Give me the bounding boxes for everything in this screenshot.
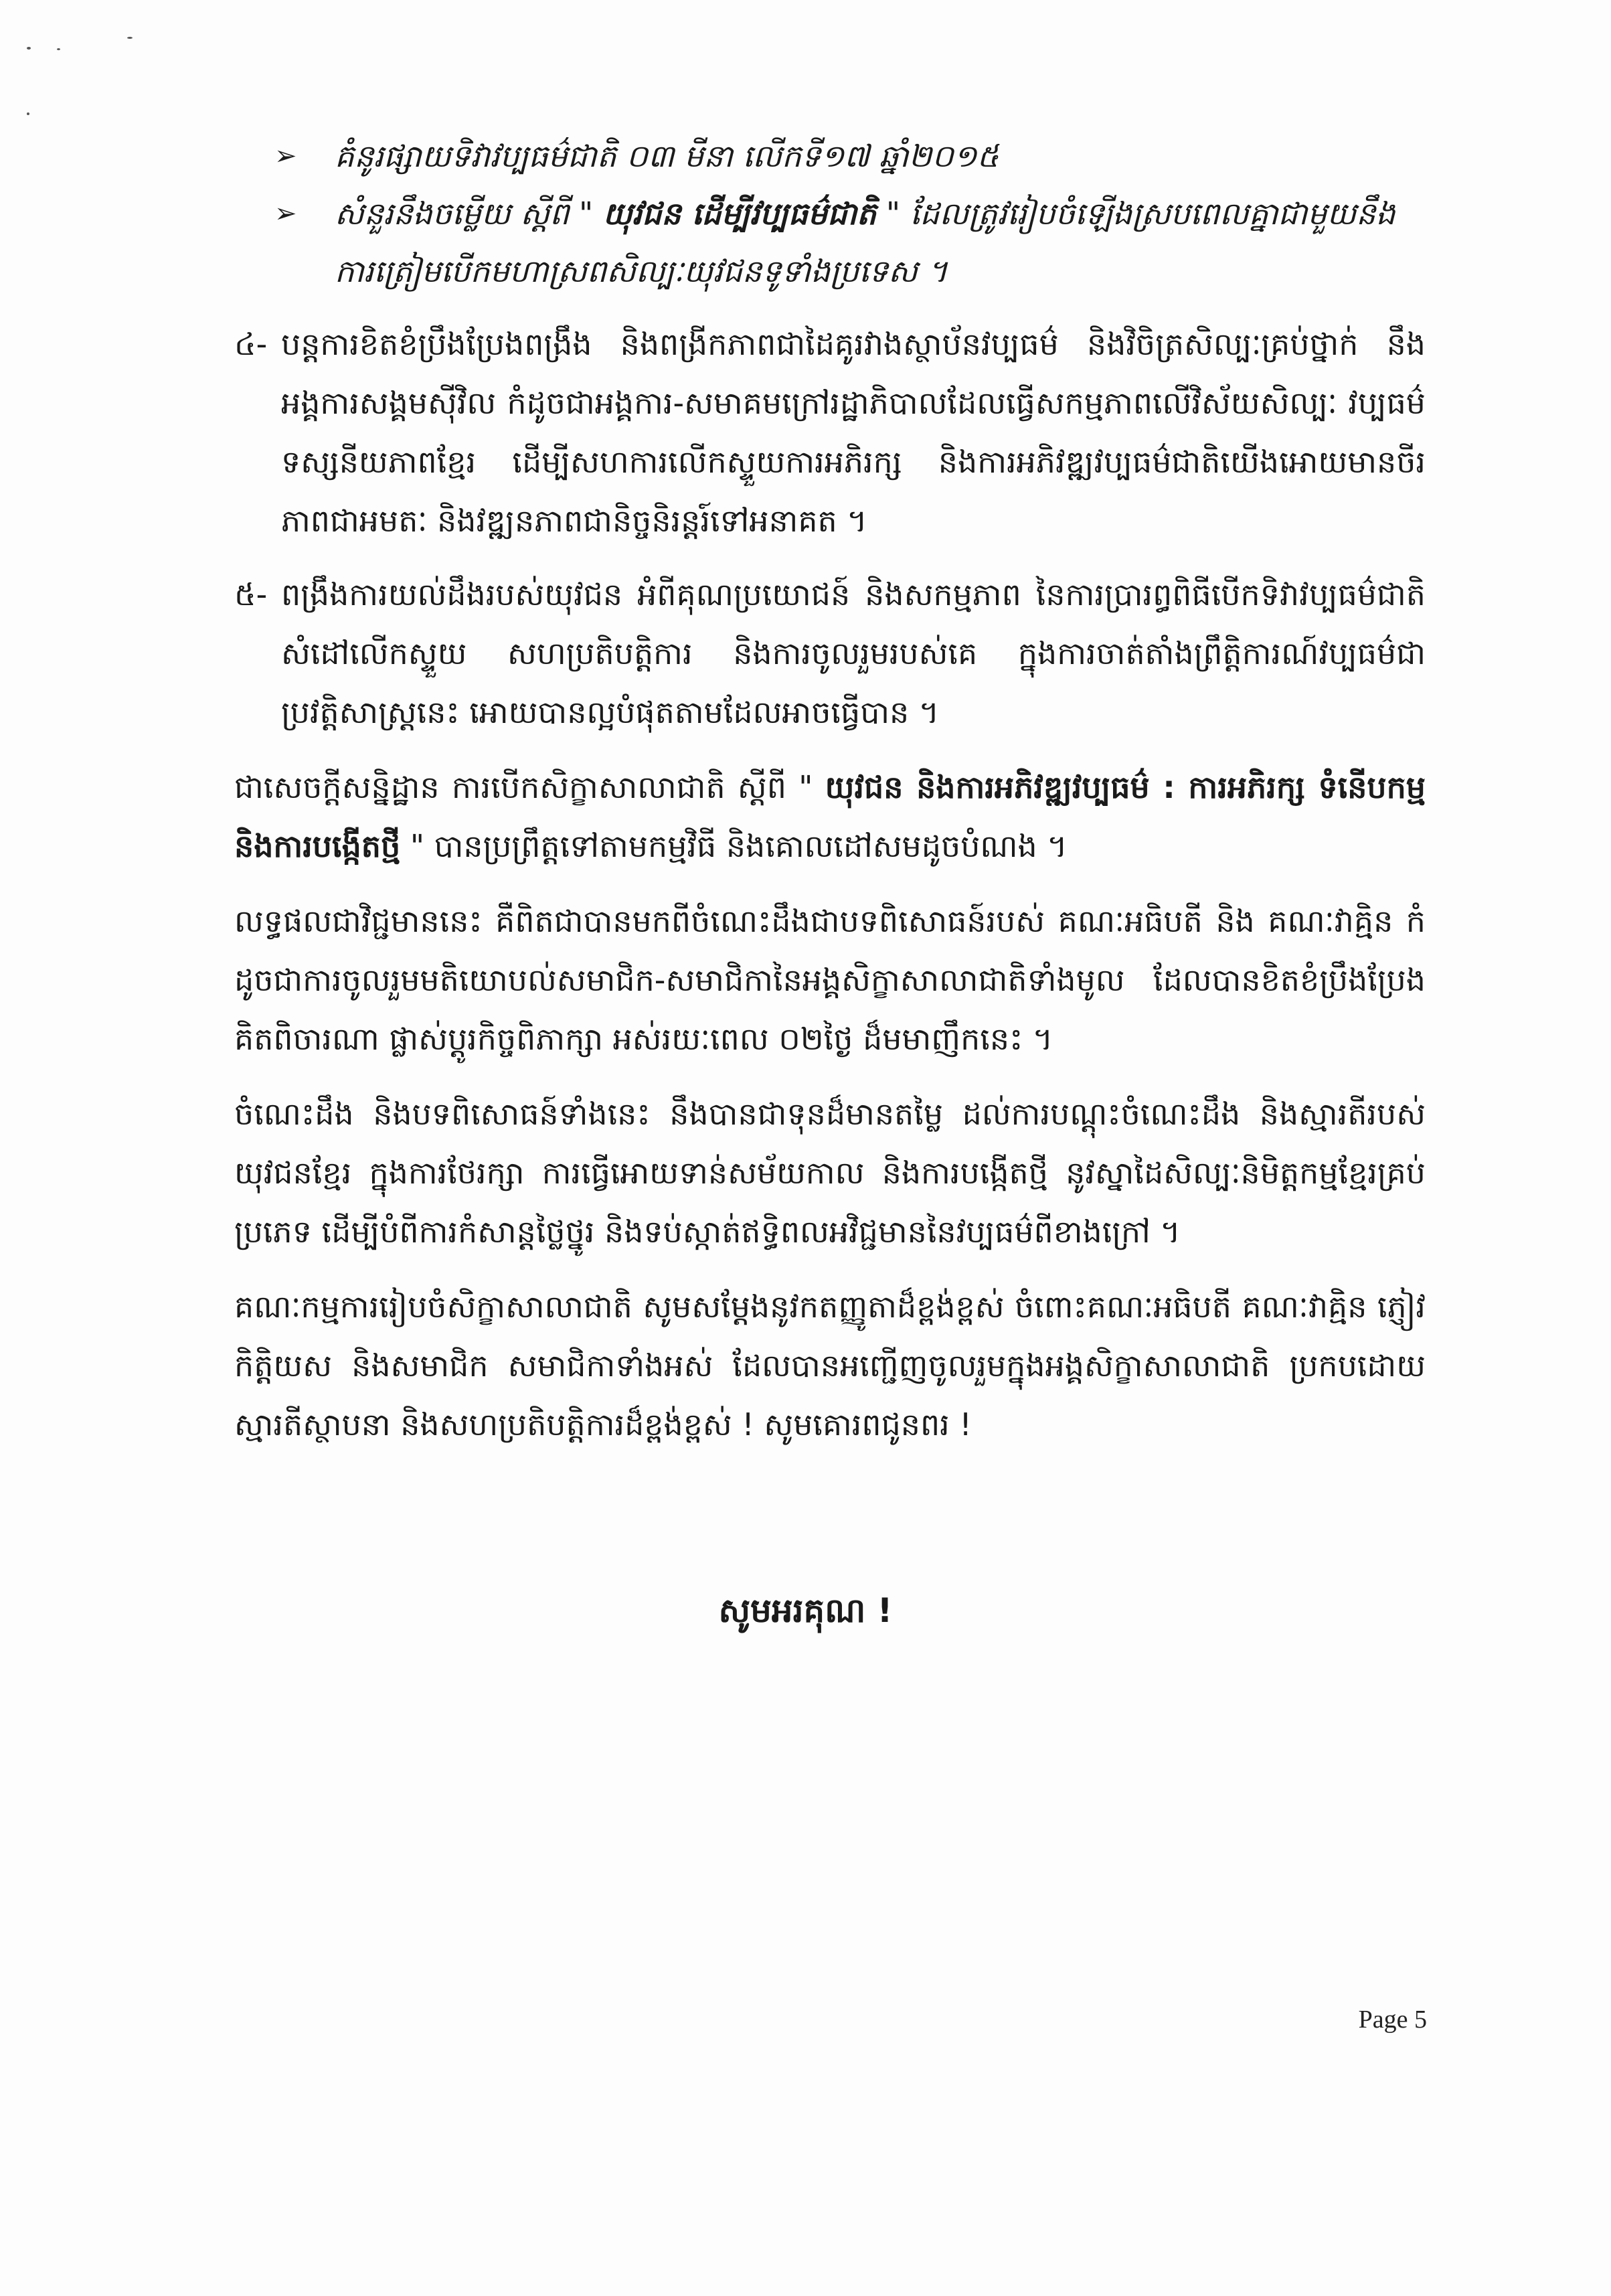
- conclusion-text-before: ជាសេចក្តីសន្និដ្ឋាន ការបើកសិក្ខាសាលាជាតិ ស្តីពី ": [234, 769, 825, 805]
- numbered-item: [234, 315, 1426, 550]
- scan-speck: [57, 48, 60, 50]
- item-text: ពង្រឹងការយល់ដឹងរបស់យុវជន អំពីគុណប្រយោជន៍ និងសកម្មភាព នៃការប្រារព្ធពិធីបើកទិវាវប្បធម៌ជាតិ សំដៅលើកស្ទួយ សហប្រតិបត្តិការ និងការចូលរួមរបស់គេ ក្នុងការចាត់តាំងព្រឹត្តិការណ៍វប្បធម៌ជាប្រវត្តិសាស្ត្រនេះ អោយបានល្អបំផុតតាមដែលអាចធ្វើបាន ។: [281, 576, 1426, 730]
- bullet-item: [274, 127, 1426, 185]
- conclusion-text-bold: យុវជន និងការអភិវឌ្ឍវប្បធម៌ : ការអភិរក្ស ទំនើបកម្ម និងការបង្កើតថ្មី: [234, 769, 1426, 864]
- body-paragraph: លទ្ធផលជាវិជ្ជមាននេះ គឺពិតជាបានមកពីចំណេះដឹងជាបទពិសោធន៍របស់ គណៈអធិបតី និង គណៈវាគ្មិន កំដូចជាការចូលរួមមតិយោបល់សមាជិក-សមាជិកានៃអង្គសិក្ខាសាលាជាតិទាំងមូល ដែលបានខិតខំប្រឹងប្រែងគិតពិចារណា ផ្លាស់ប្តូរកិច្ចពិភាក្សា អស់រយៈពេល ០២ថ្ងៃ ដ៏មមាញឹកនេះ ។: [234, 903, 1426, 1057]
- conclusion-paragraph: [234, 758, 1426, 876]
- body-paragraph: ចំណេះដឹង និងបទពិសោធន៍ទាំងនេះ នឹងបានជាទុនដ៏មានតម្លៃ ដល់ការបណ្តុះចំណេះដឹង និងស្មារតីរបស់យុវជនខ្មែរ ក្នុងការថែរក្សា ការធ្វើអោយទាន់សម័យកាល និងការបង្កើតថ្មី នូវស្នាដៃសិល្បៈនិមិត្តកម្មខ្មែរគ្រប់ប្រភេទ ដើម្បីបំពីការកំសាន្តថ្លៃថ្នូរ និងទប់ស្កាត់ឥទ្ធិពលអវិជ្ជមាននៃវប្បធម៌ពីខាងក្រៅ ។: [234, 1096, 1426, 1250]
- item-number: ៤-: [234, 326, 268, 362]
- arrow-bullet-icon: ➢: [274, 198, 297, 229]
- item-number: ៥-: [234, 576, 268, 612]
- scan-speck: [127, 37, 133, 39]
- bullet-text: គំនូរផ្សាយទិវាវប្បធម៌ជាតិ ០៣ មីនា លើកទី១៧ ឆ្នាំ២០១៥: [335, 138, 999, 174]
- bullet-text-after: " ដែលត្រូវរៀបចំឡើងស្របពេលគ្នាជាមួយនឹងការត្រៀមបើកមហាស្រពសិល្បៈយុវជនទូទាំងប្រទេស ។: [335, 195, 1395, 289]
- conclusion-text-after: " បានប្រព្រឹត្តទៅតាមកម្មវិធី និងគោលដៅសមដូចបំណង ។: [400, 828, 1068, 864]
- bullet-item: [274, 185, 1426, 300]
- bullet-text-before: សំនួរនឹងចម្លើយ ស្តីពី ": [335, 195, 603, 232]
- scan-speck: [27, 47, 31, 50]
- arrow-bullet-icon: ➢: [274, 141, 297, 171]
- closing-thanks: សូមអរគុណ !: [718, 1591, 893, 1630]
- body-paragraph: គណៈកម្មការរៀបចំសិក្ខាសាលាជាតិ សូមសម្តែងនូវកតញ្ញូតាដ៏ខ្ពង់ខ្ពស់ ចំពោះគណៈអធិបតី គណៈវាគ្មិន ភ្ញៀវកិត្តិយស និងសមាជិក សមាជិកាទាំងអស់ ដែលបានអញ្ជើញចូលរួមក្នុងអង្គសិក្ខាសាលាជាតិ ប្រកបដោយស្មារតីស្ថាបនា និងសហប្រតិបត្តិការដ៏ខ្ពង់ខ្ពស់ ! សូមគោរពជូនពរ !: [234, 1289, 1426, 1443]
- document-body: [234, 127, 1426, 1454]
- page-number: Page 5: [1358, 2005, 1427, 2034]
- numbered-item: [234, 565, 1426, 742]
- bullet-text-bold: យុវជន ដើម្បីវប្បធម៌ជាតិ: [602, 195, 877, 232]
- item-text: បន្តការខិតខំប្រឹងប្រែងពង្រឹង និងពង្រីកភាពជាដៃគូរវាងស្ថាប័នវប្បធម៌ និងវិចិត្រសិល្បៈគ្រប់ថ្នាក់ នឹងអង្គការសង្គមស៊ីវិល កំដូចជាអង្គការ-សមាគមក្រៅរដ្ឋាភិបាលដែលធ្វើសកម្មភាពលើវិស័យសិល្បៈ វប្បធម៌ទស្សនីយភាពខ្មែរ ដើម្បីសហការលើកស្ទួយការអភិរក្ស និងការអភិវឌ្ឍវប្បធម៌ជាតិយើងអោយមានចីរភាពជាអមតៈ និងវឌ្ឍនភាពជានិច្ចនិរន្តរ៍ទៅអនាគត ។: [281, 326, 1426, 539]
- scan-speck: [27, 112, 29, 115]
